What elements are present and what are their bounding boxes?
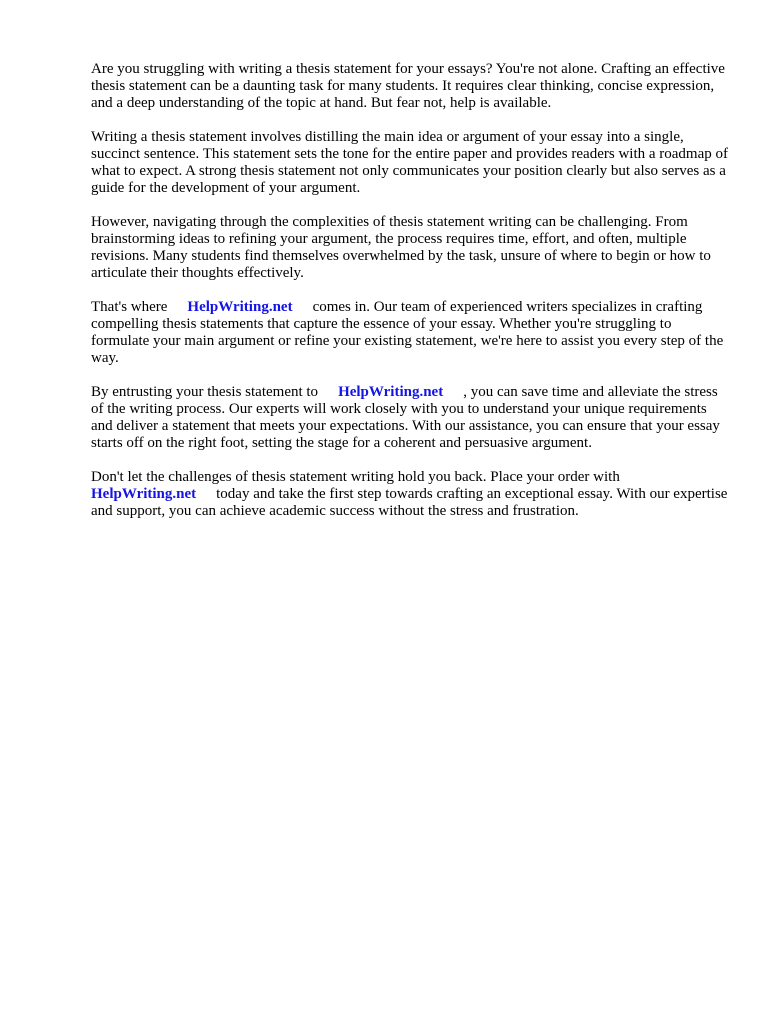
paragraph-closing-rest: today and take the first step towards crafting an exceptional essay. With our expertise and support, you can achieve academic success without the stress and frustration. [91,486,728,519]
paragraph-definition: Writing a thesis statement involves distilling the main idea or argument of your essay into a single, succinct sentence. This statement sets the tone for the entire paper and provides readers with a roadmap of what to expect. A strong thesis statement not only communicates your position clearly but also serves as a guide for the development of your argument. [91,129,728,196]
helpwriting-link-1[interactable]: HelpWriting.net [187,299,293,315]
helpwriting-link-2[interactable]: HelpWriting.net [338,384,444,400]
paragraph-entrust-rest: , you can save time and alleviate the stress of the writing process. Our experts will work closely with you to understand your unique requirements and deliver a statement that meets your expectations. With our assistance, you can ensure that your essay starts off on the right foot, setting the stage for a coherent and persuasive argument. [91,384,720,451]
document-body [91,61,731,537]
paragraph-closing [91,469,731,520]
paragraph-closing-lead: Don't let the challenges of thesis statement writing hold you back. Place your order with [91,469,620,485]
paragraph-service [91,299,731,367]
paragraph-intro: Are you struggling with writing a thesis statement for your essays? You're not alone. Crafting an effective thesis statement can be a daunting task for many students. It requires clear thinking, concise expression, and a deep understanding of the topic at hand. But fear not, help is available. [91,61,725,111]
paragraph-service-lead: That's where [91,299,168,315]
paragraph-challenges: However, navigating through the complexities of thesis statement writing can be challenging. From brainstorming ideas to refining your argument, the process requires time, effort, and often, multiple revisions. Many students find themselves overwhelmed by the task, unsure of where to begin or how to articulate their thoughts effectively. [91,214,711,281]
paragraph-entrust-lead: By entrusting your thesis statement to [91,384,319,400]
paragraph-entrust [91,384,731,452]
paragraph-service-rest: comes in. Our team of experienced writers specializes in crafting compelling thesis statements that capture the essence of your essay. Whether you're struggling to formulate your main argument or refine your existing statement, we're here to assist you every step of the way. [91,299,724,366]
helpwriting-link-3[interactable]: HelpWriting.net [91,486,197,502]
